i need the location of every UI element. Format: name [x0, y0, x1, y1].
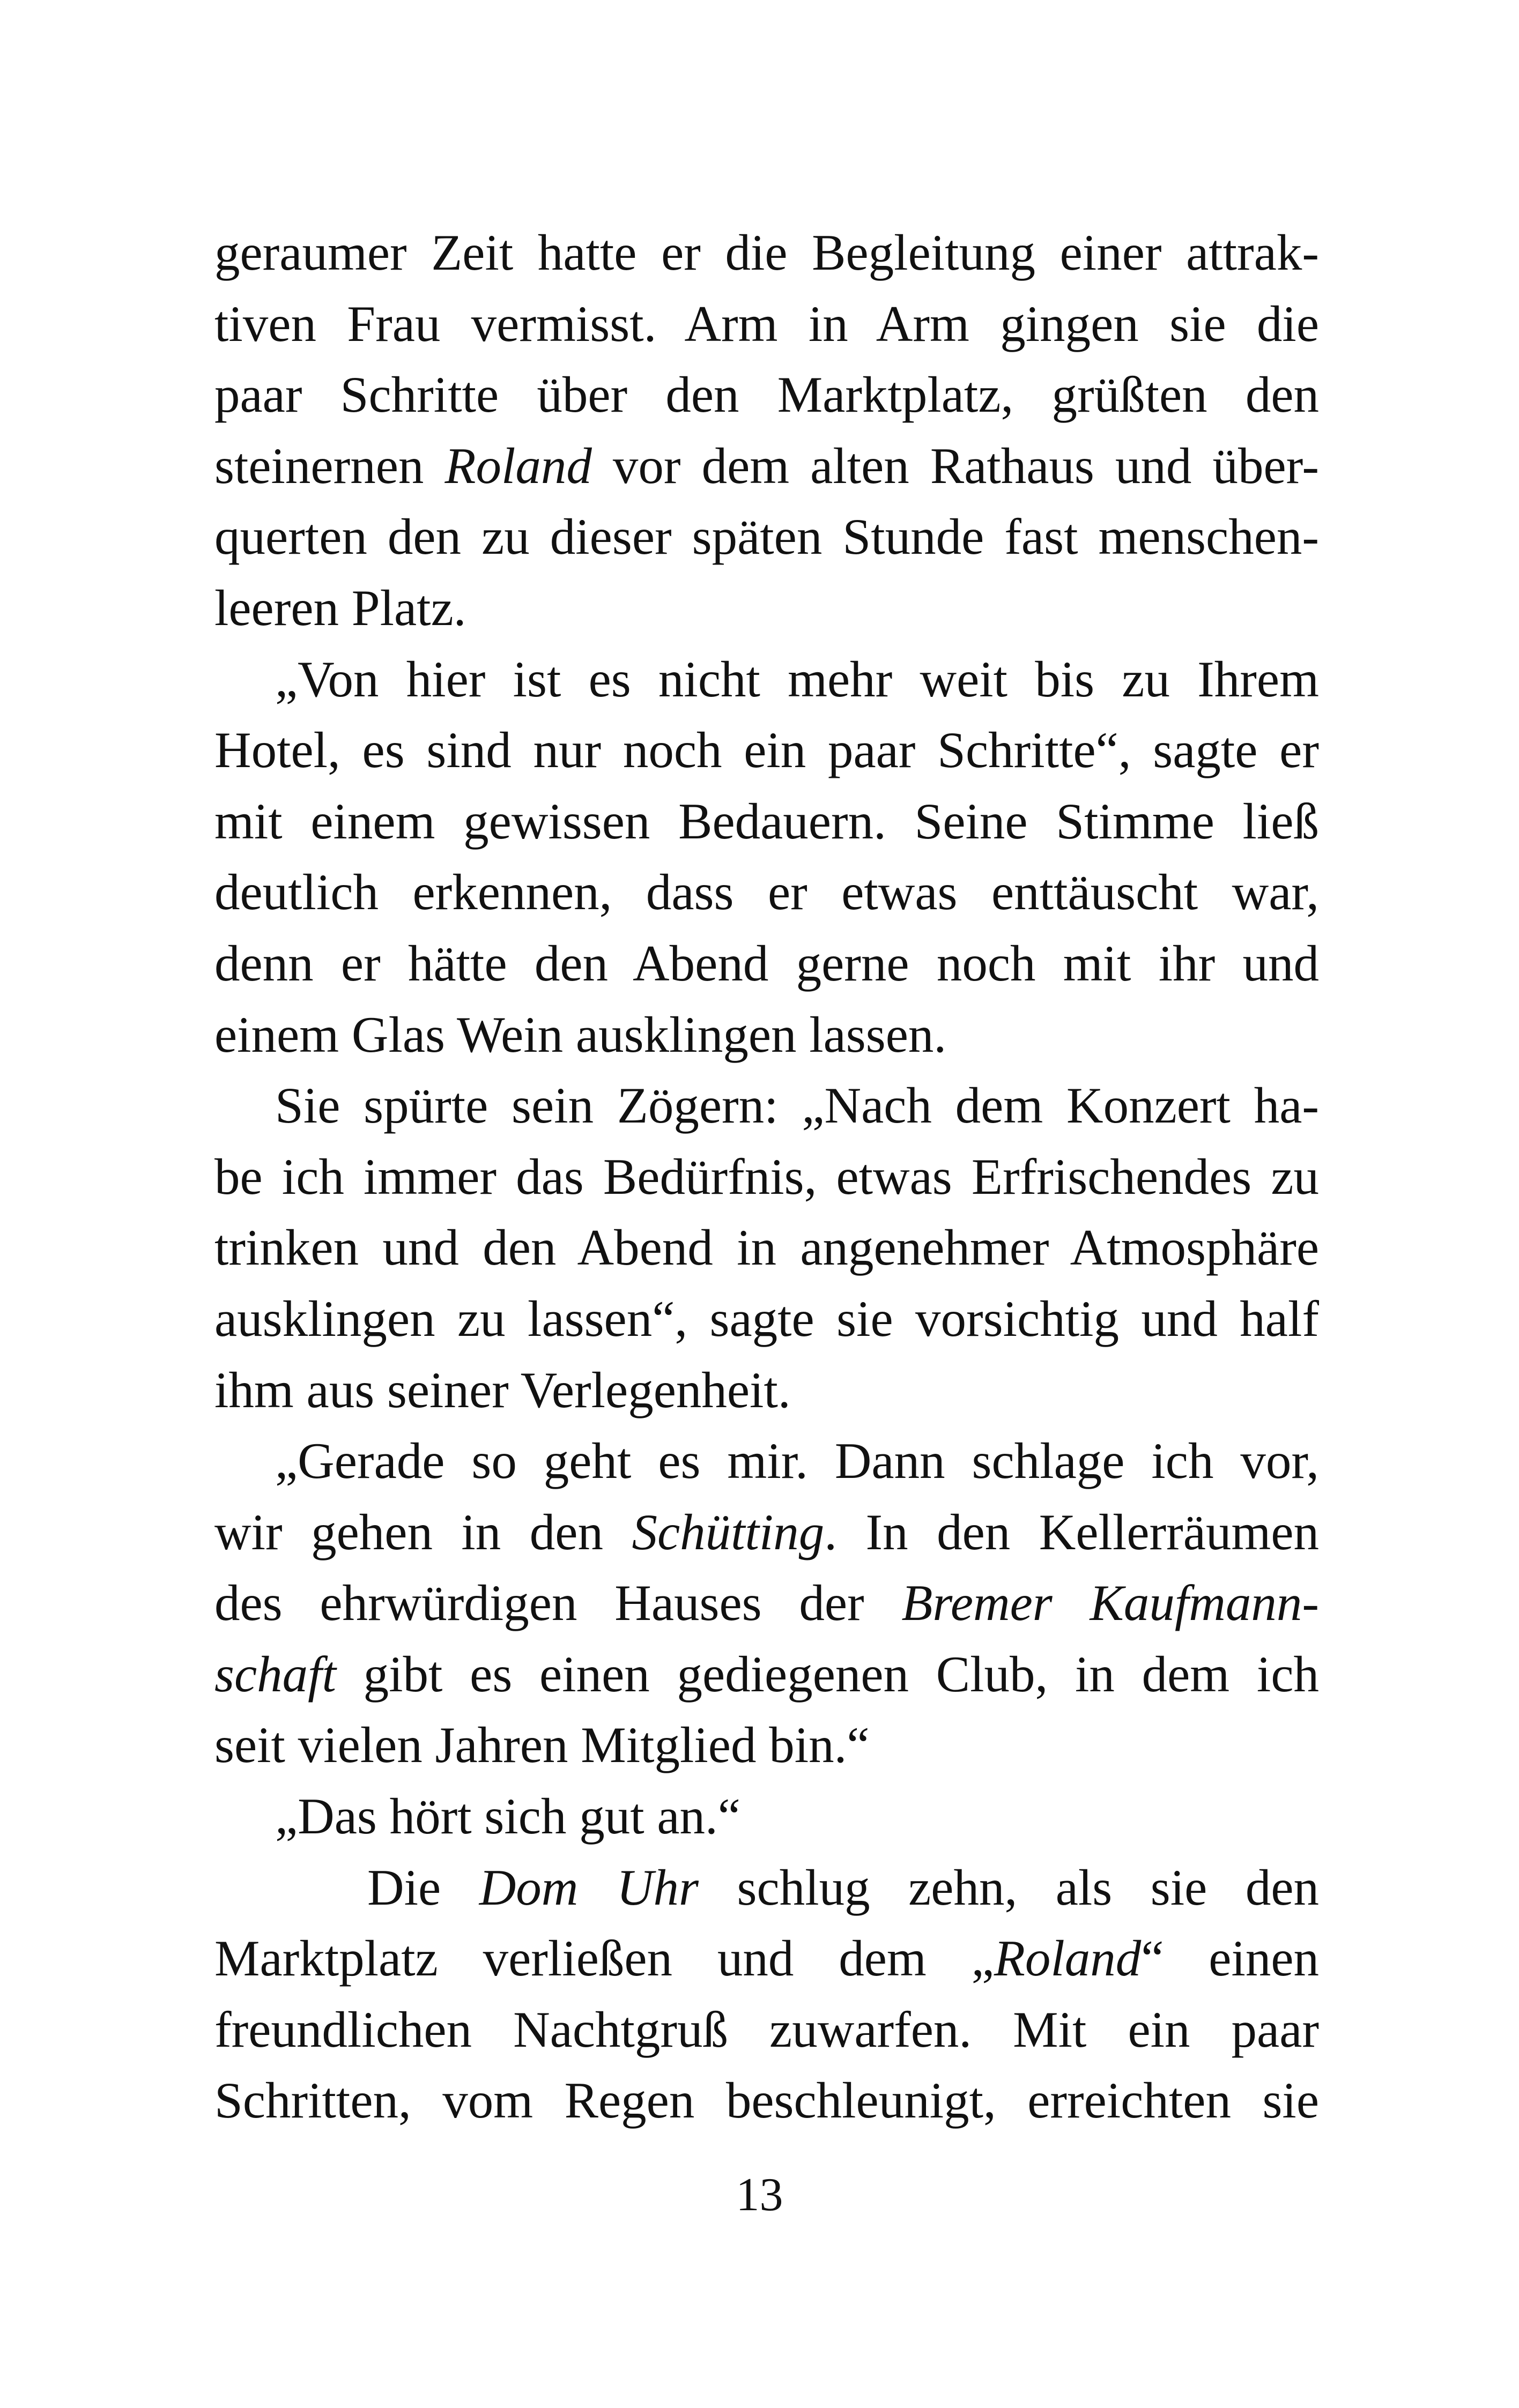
- italic-text: Schütting: [632, 1503, 825, 1560]
- italic-text: Bremer Kaufmann-: [901, 1574, 1319, 1632]
- text-line: [214, 1212, 1319, 1283]
- text-segment: „Gerade so geht es mir. Dann schlage ich vor,: [275, 1432, 1319, 1490]
- text-segment: . In den Kellerräumen: [824, 1503, 1319, 1560]
- text-line: [214, 217, 1319, 288]
- text-segment: freundlichen Nachtgruß zuwarfen. Mit ein paar: [214, 2001, 1319, 2058]
- text-segment: schlug zehn, als sie den: [699, 1859, 1320, 1916]
- text-line: [214, 1923, 1319, 1994]
- text-line: [214, 1497, 1319, 1568]
- text-line: [214, 1567, 1319, 1639]
- text-segment: Marktplatz verließen und dem „: [214, 1930, 994, 1987]
- italic-text: Roland: [994, 1930, 1142, 1987]
- italic-text: Roland: [444, 437, 592, 494]
- text-line: [214, 1425, 1319, 1497]
- text-segment: be ich immer das Bedürfnis, etwas Erfrischendes zu: [214, 1148, 1319, 1205]
- text-line: [214, 430, 1319, 502]
- text-segment: Hotel, es sind nur noch ein paar Schritte“, sagte er: [214, 722, 1319, 779]
- text-line: [214, 1710, 1319, 1781]
- body-text: [214, 217, 1319, 2136]
- text-line: [214, 573, 1319, 644]
- text-line: [214, 1070, 1319, 1141]
- text-line: [214, 1781, 1319, 1852]
- text-line: [214, 1852, 1319, 1923]
- text-line: [214, 644, 1319, 715]
- text-line: [214, 786, 1319, 857]
- text-line: [214, 1639, 1319, 1710]
- text-segment: Die: [367, 1859, 479, 1916]
- text-segment: denn er hätte den Abend gerne noch mit ihr und: [214, 934, 1319, 992]
- text-line: [214, 928, 1319, 999]
- text-segment: gibt es einen gediegenen Club, in dem ich: [336, 1645, 1319, 1703]
- text-line: [214, 501, 1319, 573]
- text-segment: seit vielen Jahren Mitglied bin.“: [214, 1716, 870, 1774]
- text-line: [214, 1283, 1319, 1355]
- text-segment: ihm aus seiner Verlegenheit.: [214, 1361, 791, 1418]
- text-segment: wir gehen in den: [214, 1503, 632, 1560]
- text-line: [214, 1355, 1319, 1426]
- text-line: [214, 999, 1319, 1071]
- text-segment: „Von hier ist es nicht mehr weit bis zu Ihrem: [275, 650, 1319, 708]
- text-line: [214, 288, 1319, 360]
- page-number: 13: [736, 2169, 783, 2221]
- text-segment: leeren Platz.: [214, 579, 466, 636]
- text-segment: “ einen: [1141, 1930, 1320, 1987]
- text-segment: ausklingen zu lassen“, sagte sie vorsichtig und half: [214, 1290, 1319, 1347]
- text-segment: querten den zu dieser späten Stunde fast menschen-: [214, 508, 1319, 566]
- text-line: [214, 1141, 1319, 1213]
- text-segment: tiven Frau vermisst. Arm in Arm gingen sie die: [214, 295, 1319, 352]
- text-segment: paar Schritte über den Marktplatz, grüßten den: [214, 366, 1319, 423]
- text-line: [214, 1994, 1319, 2065]
- text-line: [214, 715, 1319, 786]
- italic-text: schaft: [214, 1645, 336, 1703]
- text-segment: Schritten, vom Regen beschleunigt, erreichten sie: [214, 2072, 1319, 2129]
- text-segment: vor dem alten Rathaus und über-: [591, 437, 1319, 494]
- text-line: [214, 857, 1319, 928]
- text-segment: „Das hört sich gut an.“: [275, 1788, 740, 1845]
- text-segment: steinernen: [214, 437, 445, 494]
- text-segment: des ehrwürdigen Hauses der: [214, 1574, 902, 1632]
- text-segment: trinken und den Abend in angenehmer Atmosphäre: [214, 1219, 1319, 1276]
- italic-text: Dom Uhr: [479, 1859, 699, 1916]
- text-segment: geraumer Zeit hatte er die Begleitung einer attrak-: [214, 224, 1319, 281]
- text-segment: deutlich erkennen, dass er etwas enttäuscht war,: [214, 864, 1319, 921]
- text-segment: mit einem gewissen Bedauern. Seine Stimme ließ: [214, 792, 1319, 850]
- text-line: [214, 2065, 1319, 2136]
- text-segment: einem Glas Wein ausklingen lassen.: [214, 1006, 947, 1063]
- text-segment: Sie spürte sein Zögern: „Nach dem Konzert ha-: [275, 1077, 1319, 1134]
- text-line: [214, 359, 1319, 430]
